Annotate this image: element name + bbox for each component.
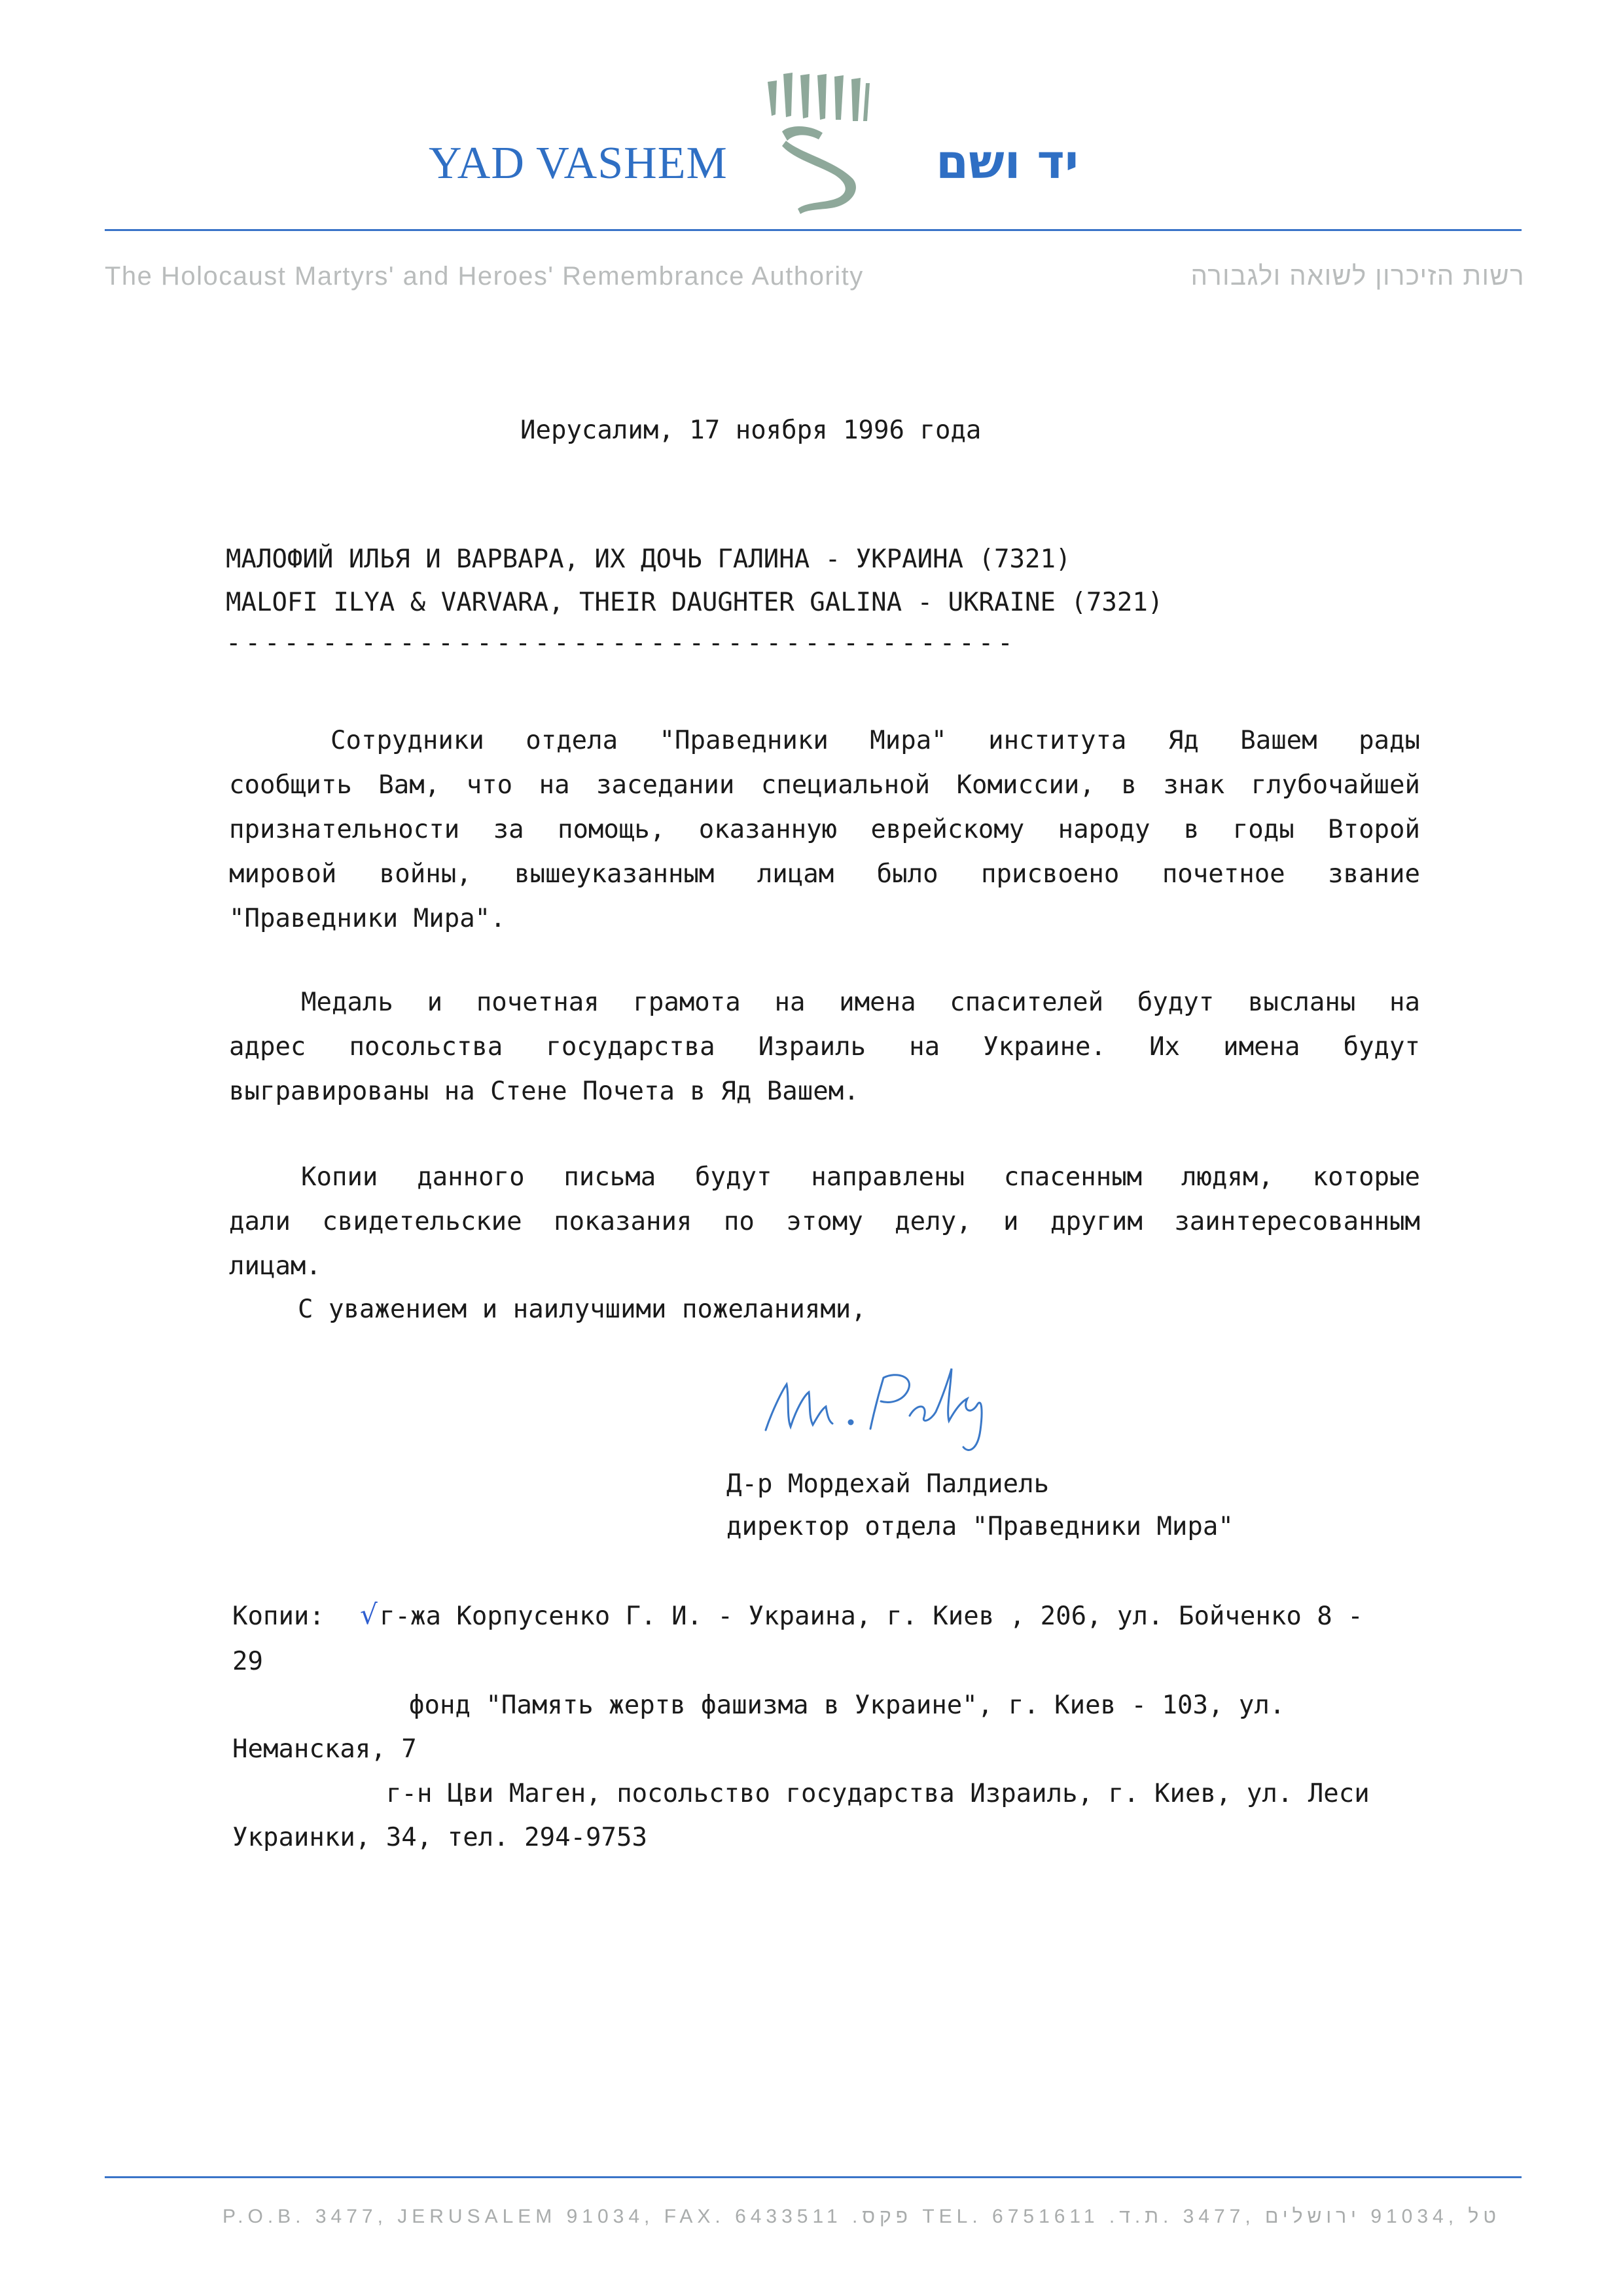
copy-recipient-3: г-н Цви Маген, посольство государства Израиль, г. Киев, ул. Леси [386, 1779, 1370, 1808]
handwritten-signature [753, 1338, 1027, 1456]
menorah-hand-logo [762, 69, 870, 229]
closing-line: С уважением и наилучшими пожеланиями, [298, 1295, 866, 1324]
signatory-title: директор отдела "Праведники Мира" [726, 1512, 1234, 1541]
authority-he: רשות הזיכרון לשואה ולגבורה [1190, 262, 1525, 291]
authority-line [105, 262, 1525, 291]
copies-label: Копии: [232, 1602, 325, 1631]
signatory-name: Д-р Мордехай Палдиель [726, 1469, 1050, 1499]
copy-recipient-3-cont: Украинки, 34, тел. 294-9753 [232, 1823, 647, 1852]
paragraph-line: мировой войны, вышеуказанным лицам было присвоено почетное звание [229, 859, 1420, 889]
copy-recipient-1: г-жа Корпусенко Г. И. - Украина, г. Киев , 206, ул. Бойченко 8 - [380, 1602, 1363, 1631]
paragraph-line: сообщить Вам, что на заседании специальной Комиссии, в знак глубочайшей [229, 770, 1420, 800]
subject-en: MALOFI ILYA & VARVARA, THEIR DAUGHTER GALINA - UKRAINE (7321) [226, 588, 1164, 617]
paragraph-line: Копии данного письма будут направлены спасенным людям, которые [301, 1162, 1420, 1192]
paragraph-line: Медаль и почетная грамота на имена спасителей будут высланы на [301, 988, 1420, 1017]
paragraph-line: дали свидетельские показания по этому делу, и другим заинтересованным [229, 1207, 1420, 1236]
subject-ru: МАЛОФИЙ ИЛЬЯ И ВАРВАРА, ИХ ДОЧЬ ГАЛИНА - УКРАИНА (7321) [226, 545, 1071, 574]
paragraph-2 [229, 980, 1420, 1114]
date-line: Иерусалим, 17 ноября 1996 года [520, 416, 982, 445]
footer-address: P.O.B. 3477, JERUSALEM 91034, FAX. 6433511 .פקס TEL. 6751611 .טל ,91034 ירושלים ,3477 .ת.ד [223, 2206, 1501, 2227]
paragraph-line: выгравированы на Стене Почета в Яд Вашем. [229, 1077, 859, 1106]
copy-recipient-1-cont: 29 [232, 1647, 263, 1676]
paragraph-line: адрес посольства государства Израиль на Украине. Их имена будут [229, 1032, 1420, 1062]
letterhead-name-he: יד ושם [936, 134, 1079, 189]
header-rule [105, 229, 1522, 231]
authority-en: The Holocaust Martyrs' and Heroes' Remembrance Authority [105, 262, 864, 291]
paragraph-line: лицам. [229, 1251, 321, 1281]
paragraph-1 [229, 719, 1420, 941]
copy-recipient-2-cont: Неманская, 7 [232, 1734, 417, 1764]
paragraph-line: Сотрудники отдела "Праведники Мира" института Яд Вашем рады [330, 726, 1420, 755]
paragraph-line: "Праведники Мира". [229, 904, 506, 933]
copy-recipient-2: фонд "Память жертв фашизма в Украине", г. Киев - 103, ул. [409, 1691, 1285, 1720]
paragraph-3 [229, 1155, 1420, 1289]
subject-underline: ----------------------------------------- [226, 628, 1017, 658]
check-mark-icon: √ [360, 1598, 378, 1630]
paragraph-line: признательности за помощь, оказанную еврейскому народу в годы Второй [229, 815, 1420, 844]
letterhead-name-en: YAD VASHEM [429, 138, 728, 188]
footer-rule [105, 2176, 1522, 2178]
